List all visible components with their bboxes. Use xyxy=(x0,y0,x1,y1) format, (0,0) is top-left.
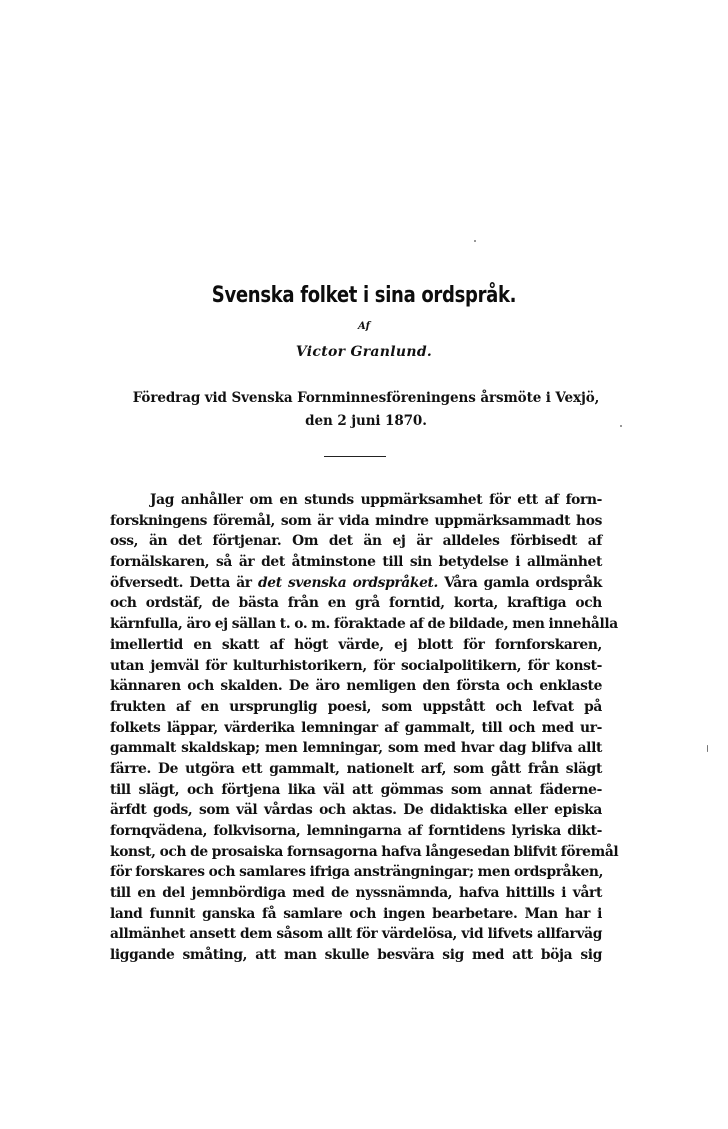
subtitle xyxy=(130,387,602,433)
text-line: land funnit ganska få samlare och ingen bearbetare. Man har i xyxy=(110,905,602,922)
text-line: imellertid en skatt af högt värde, ej blott för fornforskaren, xyxy=(110,636,602,653)
text-line: färre. De utgöra ett gammalt, nationelt arf, som gått från slägt xyxy=(110,760,602,777)
text-line: och ordstäf, de bästa från en grå forntid, korta, kraftiga och xyxy=(110,595,602,612)
text-line: liggande småting, att man skulle besvära sig med att böja sig xyxy=(110,947,602,964)
subtitle-line: den 2 juni 1870. xyxy=(305,413,427,429)
text-line: ärfdt gods, som väl vårdas och aktas. De didaktiska eller episka xyxy=(110,802,602,819)
text-line: för forskares och samlares ifriga ansträngningar; men ordspråken, xyxy=(110,864,604,881)
text-line: utan jemväl för kulturhistorikern, för socialpolitikern, för konst- xyxy=(110,657,602,674)
author-name: Victor Granlund. xyxy=(295,344,433,360)
text-segment: Våra gamla ordspråk xyxy=(444,574,602,591)
text-line: oss, än det förtjenar. Om det än ej är alldeles förbisedt af xyxy=(110,533,602,550)
text-line-mixed xyxy=(110,573,602,594)
scan-speck xyxy=(707,745,708,752)
text-line: fornqvädena, folkvisorna, lemningarna af forntidens lyriska dikt- xyxy=(110,823,602,839)
scan-speck xyxy=(474,240,476,242)
text-line: folkets läppar, värderika lemningar af gammalt, till och med ur- xyxy=(110,719,602,736)
text-line: fornälskaren, så är det åtminstone till sin betydelse i allmänhet xyxy=(110,554,602,571)
byline-prefix: Af xyxy=(358,321,370,332)
text-line: frukten af en ursprunglig poesi, som uppstått och lefvat på xyxy=(110,698,602,715)
subtitle-line: Föredrag vid Svenska Fornminnesföreningens årsmöte i Vexjö, xyxy=(132,390,600,406)
article-title: Svenska folket i sina ordspråk. xyxy=(211,283,517,308)
text-line: konst, och de prosaiska fornsagorna hafva långesedan blifvit föremål xyxy=(110,843,619,860)
body-text xyxy=(110,490,619,966)
emphasized-phrase: det svenska ordspråket. xyxy=(257,574,438,591)
section-divider xyxy=(324,456,386,457)
text-line: till slägt, och förtjena lika väl att gömmas som annat fäderne- xyxy=(110,781,602,798)
text-line: allmänhet ansett dem såsom allt för värdelösa, vid lifvets allfarväg xyxy=(110,926,602,943)
text-line: Jag anhåller om en stunds uppmärksamhet för ett af forn- xyxy=(150,492,602,508)
text-line: forskningens föremål, som är vida mindre uppmärksammadt hos xyxy=(110,512,602,529)
text-line: till en del jemnbördiga med de nyssnämnda, hafva hittills i vårt xyxy=(110,885,602,902)
text-segment: Detta är xyxy=(189,574,252,591)
text-line: gammalt skaldskap; men lemningar, som med hvar dag blifva allt xyxy=(110,740,602,757)
text-line: kärnfulla, äro ej sällan t. o. m. föraktade af de bildade, men innehålla xyxy=(110,616,618,633)
scan-speck xyxy=(620,425,622,427)
text-segment: öfversedt. xyxy=(110,574,184,591)
text-line: kännaren och skalden. De äro nemligen den första och enklaste xyxy=(110,678,602,695)
